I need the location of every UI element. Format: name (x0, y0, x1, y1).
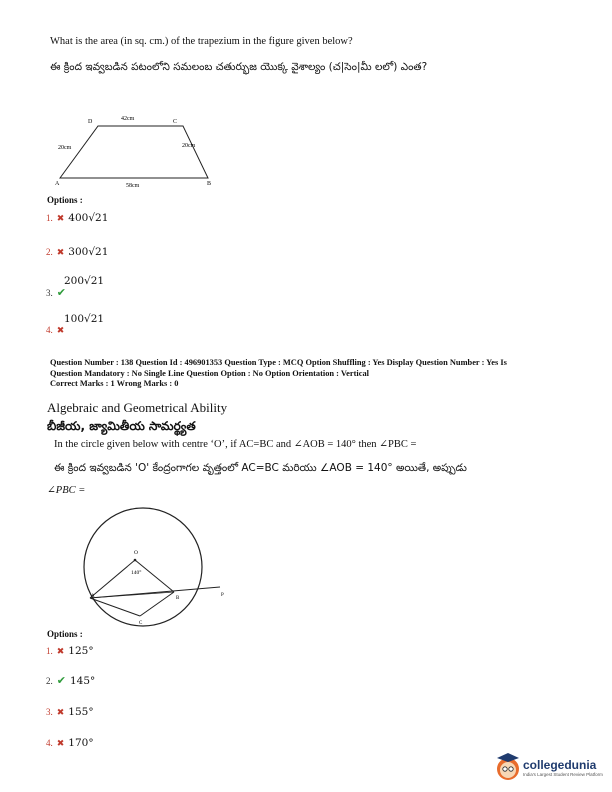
options-label: Options : (47, 195, 83, 205)
cross-icon: ✖ (56, 325, 65, 335)
circle-figure (70, 500, 250, 630)
q2-option-1[interactable] (46, 641, 94, 659)
q1-option-4[interactable] (46, 320, 64, 338)
option-value: 100√21 (64, 313, 105, 325)
q1-option-3[interactable] (46, 283, 66, 301)
option-number: 4. (46, 325, 53, 335)
point-p-label: P (221, 593, 224, 598)
check-icon: ✔ (56, 675, 66, 687)
q1-option-4-value-wrap[interactable] (64, 309, 104, 327)
brand-tagline: India's Largest Student Review Platform (523, 772, 603, 777)
q1-option-2[interactable] (46, 242, 108, 260)
question-2-text: In the circle given below with centre ‘O’, if AC=BC and ∠AOB = 140° then ∠PBC = (54, 439, 417, 450)
meta-line-3: Correct Marks : 1 Wrong Marks : 0 (50, 379, 179, 388)
option-number: 2. (46, 247, 53, 257)
q1-option-3-value-wrap[interactable] (64, 271, 104, 289)
option-value: 200√21 (64, 275, 105, 287)
option-number: 1. (46, 213, 53, 223)
vertex-a-label: A (55, 181, 60, 187)
point-a-label: A (91, 594, 95, 599)
cross-icon: ✖ (56, 707, 65, 717)
option-value: 155° (68, 706, 94, 718)
option-value: 170° (68, 737, 94, 749)
vertex-d-label: D (88, 119, 93, 125)
option-number: 3. (46, 707, 53, 717)
section-title: Algebraic and Geometrical Ability (47, 400, 228, 415)
q2-option-2[interactable] (46, 671, 95, 689)
option-value: 145° (69, 675, 96, 687)
check-icon: ✔ (56, 287, 66, 299)
top-length-label: 42cm (121, 116, 135, 122)
cross-icon: ✖ (56, 247, 65, 257)
mascot-icon (494, 752, 522, 782)
point-c-label: C (139, 621, 143, 626)
option-number: 3. (46, 288, 53, 298)
trapezium-figure (48, 110, 228, 192)
brand-logo: collegedunia (523, 758, 597, 772)
trapezium-shape (60, 126, 208, 178)
option-number: 2. (46, 676, 53, 686)
options-label-2: Options : (47, 629, 83, 639)
q2-option-3[interactable] (46, 702, 94, 720)
question-2-text-telugu-2: ∠PBC = (47, 485, 86, 496)
q2-option-4[interactable] (46, 733, 94, 751)
question-2-text-telugu: ఈ క్రింద ఇవ్వబడిన 'O' కేంద్రంగాగల వృత్తంలో AC=BC మరియు ∠AOB = 140° అయితే, అప్పుడు (54, 462, 467, 474)
question-1-text-telugu: ఈ క్రింద ఇవ్వబడిన పటంలోని సమలంబ చతుర్భుజ యొక్క వైశాల్యం (చ|సెం|మీ లలో) ఎంత? (50, 61, 428, 73)
angle-label: 140° (131, 570, 142, 576)
question-meta (50, 358, 570, 390)
point-b-label: B (176, 596, 180, 601)
section-title-telugu: బీజీయ, జ్యామితీయ సామర్థ్యత (47, 419, 196, 433)
option-number: 4. (46, 738, 53, 748)
option-value: 400√21 (68, 212, 109, 224)
q1-option-1[interactable] (46, 208, 108, 226)
vertex-b-label: B (207, 181, 212, 187)
bottom-length-label: 58cm (126, 183, 140, 189)
center-o-label: O (134, 550, 138, 556)
right-side-label: 20cm (182, 143, 196, 149)
meta-line-1: Question Number : 138 Question Id : 496901353 Question Type : MCQ Option Shuffling : Yes Display Question Number : Yes Is (50, 358, 507, 367)
option-value: 125° (68, 645, 94, 657)
left-side-label: 20cm (58, 145, 72, 151)
question-1-text: What is the area (in sq. cm.) of the trapezium in the figure given below? (50, 36, 353, 47)
option-value: 300√21 (68, 246, 109, 258)
cross-icon: ✖ (56, 646, 65, 656)
cross-icon: ✖ (56, 738, 65, 748)
option-number: 1. (46, 646, 53, 656)
cross-icon: ✖ (56, 213, 65, 223)
meta-line-2: Question Mandatory : No Single Line Question Option : No Option Orientation : Vertical (50, 368, 369, 378)
vertex-c-label: C (173, 119, 178, 125)
